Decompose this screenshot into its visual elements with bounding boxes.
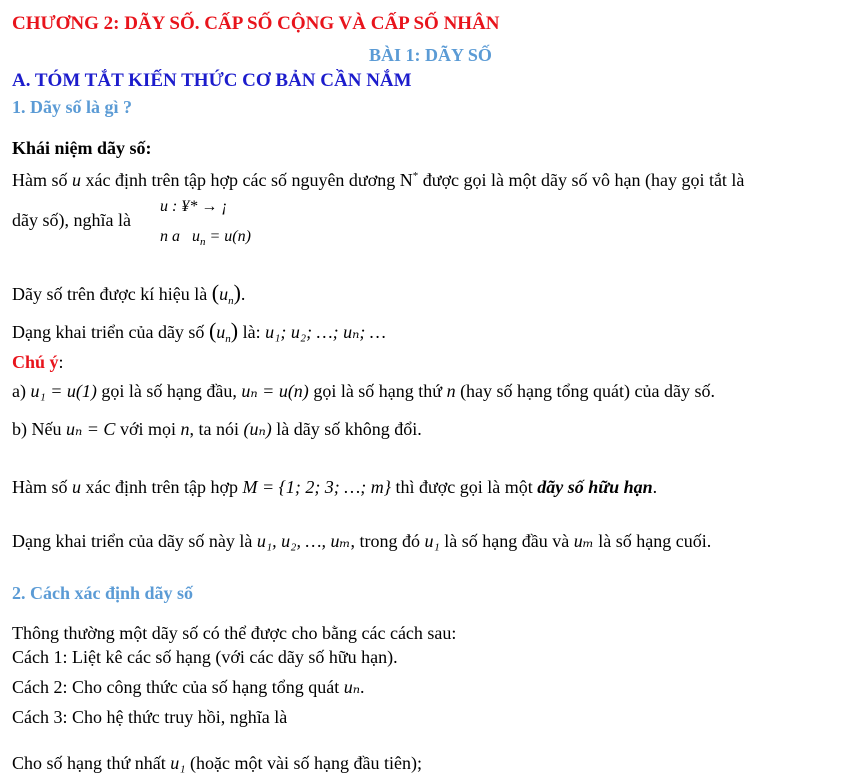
note-b: b) Nếu uₙ = C với mọi n, ta nói (uₙ) là dãy số không đổi. bbox=[12, 419, 422, 439]
method-1: Cách 1: Liệt kê các số hạng (với các dãy số hữu hạn). bbox=[12, 647, 398, 667]
finite-sequence-definition: Hàm số u xác định trên tập hợp M = {1; 2; 3; …; m} thì được gọi là một dãy số hữu hạn. bbox=[12, 477, 658, 497]
section-a-heading: A. TÓM TẮT KIẾN THỨC CƠ BẢN CẦN NẮM bbox=[12, 70, 412, 91]
note-a: a) u₁ = u(1) gọi là số hạng đầu, uₙ = u(n) gọi là số hạng thứ n (hay số hạng tổng quát) của dãy số. bbox=[12, 381, 715, 401]
chapter-title: CHƯƠNG 2: DÃY SỐ. CẤP SỐ CỘNG VÀ CẤP SỐ NHÂN bbox=[12, 13, 500, 34]
map-line-2: n a $u_n = u(n)$ bbox=[160, 228, 251, 248]
finite-expansion: Dạng khai triển của dãy số này là u₁, u₂, …, uₘ, trong đó u₁ là số hạng đầu và uₘ là số hạng cuối. bbox=[12, 531, 712, 551]
definition-line-1: Hàm số u xác định trên tập hợp các số nguyên dương N* được gọi là một dãy số vô hạn (hay gọi tắt là bbox=[12, 170, 745, 190]
recurrence-first-term: Cho số hạng thứ nhất u₁ (hoặc một vài số hạng đầu tiên); bbox=[12, 753, 422, 773]
subsection-2-heading: 2. Cách xác định dãy số bbox=[12, 583, 194, 603]
lesson-title: BÀI 1: DÃY SỐ bbox=[369, 45, 492, 65]
concept-label: Khái niệm dãy số: bbox=[12, 138, 152, 158]
notation-line: Dãy số trên được kí hiệu là $(u_n)$. bbox=[12, 280, 246, 307]
method-2: Cách 2: Cho công thức của số hạng tổng quát uₙ. bbox=[12, 677, 365, 697]
expansion-line: Dạng khai triển của dãy số $(u_n)$ là: u₁; u₂; …; uₙ; … bbox=[12, 318, 386, 345]
methods-intro: Thông thường một dãy số có thể được cho bằng các cách sau: bbox=[12, 623, 457, 643]
subsection-1-heading: 1. Dãy số là gì ? bbox=[12, 97, 133, 117]
map-line-1: u : ¥* → ¡ bbox=[160, 198, 228, 215]
note-heading: Chú ý: bbox=[12, 352, 64, 372]
method-3: Cách 3: Cho hệ thức truy hồi, nghĩa là bbox=[12, 707, 288, 727]
definition-line-2: dãy số), nghĩa là bbox=[12, 210, 131, 230]
